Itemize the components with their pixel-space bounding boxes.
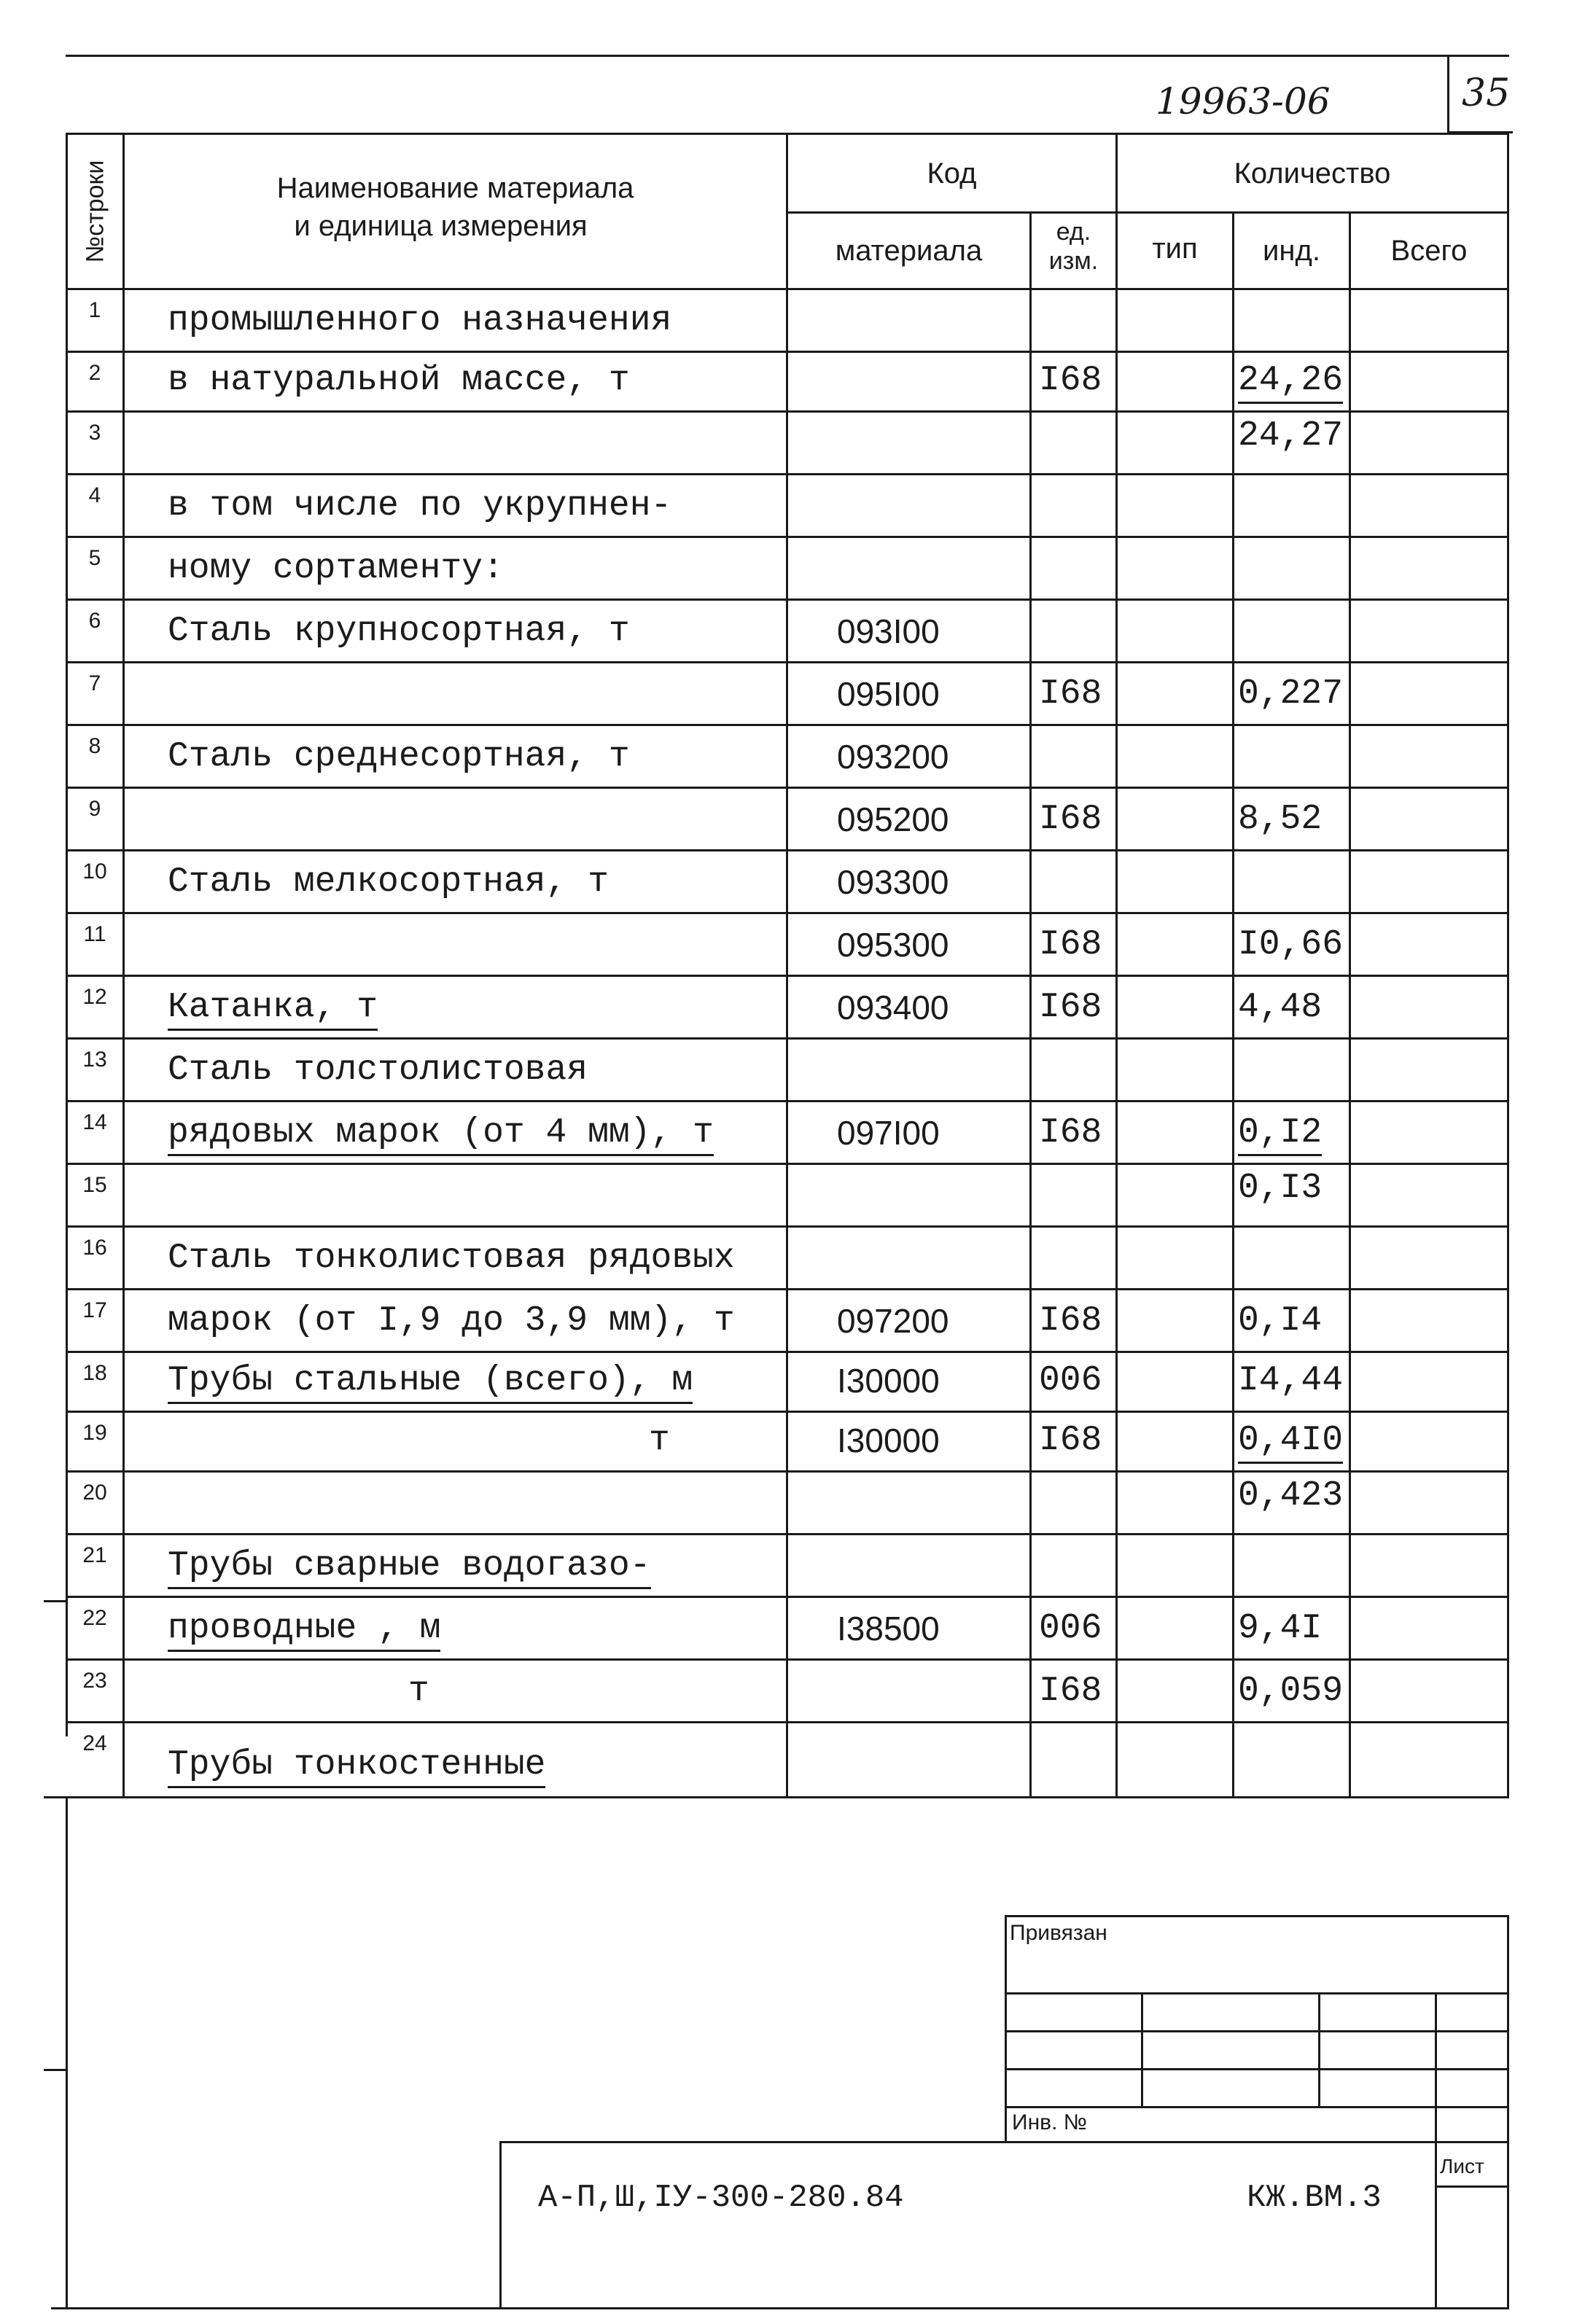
unit-code: I68 (1039, 1301, 1102, 1341)
material-name: в том числе по укрупнен- (168, 486, 672, 526)
row-number: 23 (82, 1669, 107, 1693)
code-unit-header: ед. изм. (1048, 218, 1099, 275)
row-number: 1 (88, 298, 101, 322)
table-row (0, 1723, 1593, 1796)
unit-code: 006 (1039, 1609, 1102, 1648)
quantity-individual: 0,I2 (1238, 1112, 1322, 1156)
material-code: I30000 (837, 1362, 940, 1400)
row-number: 11 (83, 922, 106, 946)
quantity-individual: 24,26 (1238, 359, 1343, 404)
row-number: 2 (88, 361, 101, 385)
inventory-number-label: Инв. № (1012, 2110, 1087, 2134)
table-row (0, 663, 1593, 725)
material-code: 095I00 (837, 675, 940, 713)
row-number: 14 (82, 1110, 107, 1134)
quantity-individual: I0,66 (1238, 925, 1344, 964)
material-name: Трубы сварные водогазо- (168, 1545, 651, 1589)
table-row (0, 412, 1593, 475)
quantity-individual: 0,423 (1238, 1476, 1344, 1516)
unit-code: I68 (1039, 925, 1102, 964)
unit-code: 006 (1039, 1361, 1102, 1400)
table-row (0, 1290, 1593, 1352)
document-code: КЖ.ВМ.3 (1247, 2180, 1382, 2216)
row-number: 3 (88, 421, 101, 445)
qty-type-header: тип (1152, 233, 1198, 265)
row-number: 12 (82, 985, 107, 1009)
table-row (0, 1472, 1593, 1535)
quantity-header: Количество (1234, 157, 1391, 190)
material-name: т (408, 1672, 429, 1711)
row-number: 22 (82, 1606, 107, 1630)
row-number: 20 (82, 1481, 107, 1505)
qty-ind-header: инд. (1263, 235, 1320, 267)
quantity-individual: 0,I3 (1238, 1169, 1323, 1208)
material-code: 097200 (837, 1302, 949, 1340)
table-row (0, 1535, 1593, 1597)
table-row (0, 725, 1593, 788)
table-row (0, 352, 1593, 412)
linked-label: Привязан (1010, 1921, 1107, 1945)
row-number: 9 (88, 797, 101, 821)
material-name: промышленного назначения (168, 301, 672, 340)
material-name: Сталь среднесортная, т (168, 737, 630, 776)
material-code: I38500 (837, 1610, 940, 1648)
sheet-number: 35 (1462, 71, 1511, 115)
material-name: проводные , м (168, 1607, 440, 1652)
table-row (0, 1164, 1593, 1227)
material-name: т (649, 1421, 670, 1460)
row-number: 24 (82, 1731, 107, 1755)
unit-code: I68 (1039, 1421, 1102, 1460)
table-row (0, 788, 1593, 851)
row-number: 15 (82, 1173, 107, 1197)
material-name-header: Наименование материала и единица измерения (276, 172, 634, 242)
table-row (0, 1412, 1593, 1472)
material-code: 093200 (837, 738, 949, 776)
table-row (0, 1039, 1593, 1101)
table-row (0, 913, 1593, 976)
material-name: Сталь крупносортная, т (168, 612, 630, 651)
material-code: 095200 (837, 800, 949, 838)
row-number: 8 (88, 734, 101, 758)
quantity-individual: 8,52 (1238, 800, 1323, 839)
material-name: Сталь толстолистовая (168, 1050, 588, 1090)
material-code: 095300 (837, 926, 949, 964)
row-number: 7 (88, 671, 101, 695)
quantity-individual: 9,4I (1238, 1609, 1323, 1648)
row-number: 10 (82, 859, 107, 884)
row-number: 19 (82, 1421, 107, 1445)
code-header: Код (927, 157, 977, 190)
material-name: Трубы стальные (всего), м (168, 1360, 693, 1404)
unit-code: I68 (1039, 800, 1102, 839)
row-number: 13 (82, 1048, 107, 1072)
table-row (0, 1352, 1593, 1412)
table-row (0, 1227, 1593, 1290)
table-row (0, 289, 1593, 352)
material-name: рядовых марок (от 4 мм), т (168, 1112, 714, 1156)
unit-code: I68 (1039, 1113, 1102, 1153)
qty-total-header: Всего (1390, 235, 1468, 267)
table-row (0, 600, 1593, 663)
row-number-header: №строки (81, 160, 109, 263)
table-row (0, 1660, 1593, 1723)
material-code: I30000 (837, 1422, 940, 1459)
quantity-individual: 0,I4 (1238, 1301, 1323, 1341)
material-name: марок (от I,9 до 3,9 мм), т (168, 1301, 735, 1341)
unit-code: I68 (1039, 1672, 1102, 1711)
table-row (0, 976, 1593, 1039)
quantity-individual: I4,44 (1238, 1361, 1344, 1400)
quantity-individual: 0,4I0 (1238, 1419, 1343, 1464)
material-name: Сталь мелкосортная, т (168, 862, 609, 902)
row-number: 5 (88, 546, 101, 570)
material-name: Катанка, т (168, 986, 378, 1031)
designation: А-П,Ш,IУ-300-280.84 (538, 2180, 904, 2216)
quantity-individual: 0,227 (1238, 674, 1344, 714)
material-name: в натуральной массе, т (168, 361, 630, 400)
table-row (0, 1597, 1593, 1660)
document-number: 19963-06 (1156, 80, 1331, 122)
row-number: 4 (88, 483, 101, 507)
quantity-individual: 24,27 (1238, 416, 1344, 456)
material-code: 093I00 (837, 612, 940, 650)
row-number: 17 (82, 1298, 107, 1322)
material-name: Трубы тонкостенные (168, 1744, 545, 1788)
row-number: 21 (82, 1543, 107, 1567)
row-number: 6 (88, 609, 101, 633)
material-code: 093300 (837, 863, 949, 901)
unit-code: I68 (1039, 674, 1102, 714)
row-number: 18 (82, 1361, 107, 1385)
unit-code: I68 (1039, 988, 1102, 1027)
quantity-individual: 4,48 (1238, 988, 1323, 1027)
row-number: 16 (82, 1236, 107, 1260)
quantity-individual: 0,059 (1238, 1672, 1344, 1711)
sheet-label: Лист (1440, 2155, 1484, 2177)
table-row (0, 1101, 1593, 1164)
material-name: Сталь тонколистовая рядовых (168, 1239, 735, 1278)
table-row (0, 475, 1593, 537)
material-name: ному сортаменту: (168, 549, 504, 588)
table-row (0, 537, 1593, 600)
material-code: 097I00 (837, 1114, 940, 1152)
material-code: 093400 (837, 989, 949, 1026)
table-row (0, 851, 1593, 913)
unit-code: I68 (1039, 361, 1102, 400)
code-material-header: материала (835, 235, 983, 267)
